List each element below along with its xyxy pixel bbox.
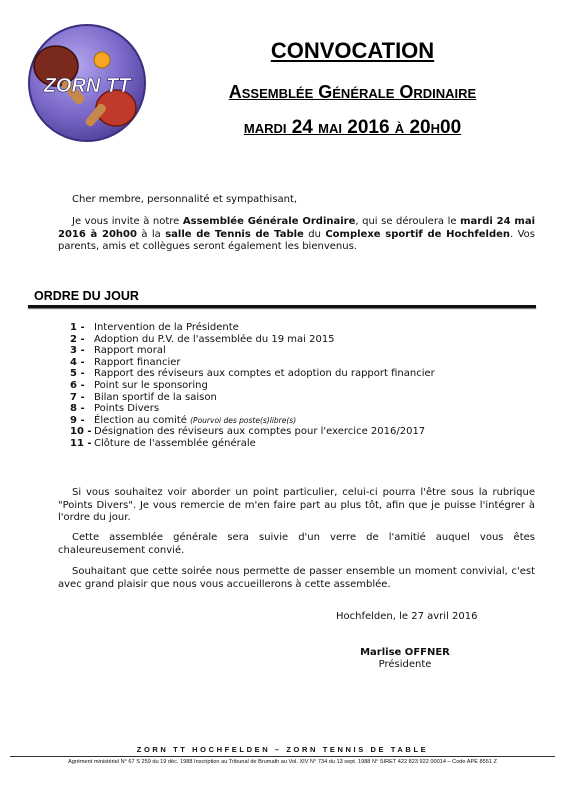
agenda-number: 3 - — [70, 345, 85, 357]
agenda-list — [70, 322, 530, 450]
intro-bold: mardi 24 mai 2016 à 20h00 — [58, 216, 535, 240]
agenda-text: Bilan sportif de la saison — [94, 391, 217, 403]
intro-text: du — [303, 228, 326, 240]
place-date: Hochfelden, le 27 avril 2016 — [336, 611, 478, 622]
footer-registration: Agrément ministériel N° 67 S 259 du 19 déc. 1988 Inscription au Tribunal de Brumath au Vol. XIV N° 734 du 13 sept. 1988 N° SIRET 422 823 922 00014 – Code APE 8551 Z — [68, 759, 497, 765]
agenda-divider — [28, 305, 536, 308]
agenda-text: Rapport financier — [94, 356, 181, 368]
agenda-item — [70, 368, 530, 380]
agenda-item — [70, 380, 530, 392]
closing-paragraph: Cette assemblée générale sera suivie d'un verre de l'amitié auquel vous êtes chaleureusement convié. — [58, 532, 535, 556]
agenda-text: Désignation des réviseurs aux comptes pour l'exercice 2016/2017 — [94, 426, 426, 438]
agenda-item — [70, 357, 530, 369]
agenda-item-label: Élection au comité — [94, 414, 191, 426]
agenda-number: 4 - — [70, 356, 85, 368]
agenda-number: 8 - — [70, 403, 85, 415]
signer-name: Marlise OFFNER — [360, 647, 450, 658]
agenda-item — [70, 426, 530, 438]
agenda-text: Clôture de l'assemblée générale — [94, 437, 256, 449]
agenda-text: Adoption du P.V. de l'assemblée du 19 mai 2015 — [94, 333, 335, 345]
ball-icon — [94, 52, 110, 68]
agenda-number: 11 - — [70, 437, 92, 449]
logo-text: ZORN TT — [43, 75, 131, 97]
intro-text: , qui se déroulera le — [355, 216, 461, 227]
agenda-number: 5 - — [70, 368, 85, 380]
greeting: Cher membre, personnalité et sympathisant, — [72, 194, 298, 205]
intro-text: à la — [136, 228, 166, 240]
agenda-number: 10 - — [70, 426, 92, 438]
agenda-item — [70, 392, 530, 404]
intro-paragraph — [58, 216, 535, 254]
agenda-item — [70, 345, 530, 357]
document-title: CONVOCATION — [270, 38, 435, 63]
agenda-item — [70, 334, 530, 346]
intro-bold: Assemblée Générale Ordinaire — [182, 216, 356, 227]
signer-title: Présidente — [378, 659, 432, 670]
agenda-text: Intervention de la Présidente — [94, 322, 239, 333]
footer-club-name: ZORN TT HOCHFELDEN – ZORN TENNIS DE TABLE — [136, 745, 429, 754]
agenda-item — [70, 322, 530, 334]
agenda-number: 6 - — [70, 379, 85, 391]
agenda-item — [70, 403, 530, 415]
agenda-note: (Pourvoi des poste(s)libre(s) — [190, 415, 297, 425]
agenda-number: 1 - — [70, 322, 85, 333]
closing-paragraph: Souhaitant que cette soirée nous permette de passer ensemble un moment convivial, c'est avec grand plaisir que nous vous accueillerons à cette assemblée. — [58, 566, 535, 590]
club-logo — [26, 22, 148, 144]
closing-paragraph: Si vous souhaitez voir aborder un point particulier, celui-ci pourra l'être sous la rubrique "Points Divers". Je vous remercie de m'en faire part au plus tôt, afin que je puisse l'intégrer à l'ordre du jour. — [58, 487, 535, 524]
agenda-text: Points Divers — [94, 403, 160, 415]
agenda-number: 9 - — [70, 414, 85, 426]
agenda-text: Rapport moral — [94, 345, 166, 357]
agenda-number: 2 - — [70, 333, 85, 345]
intro-bold: salle de Tennis de Table — [165, 228, 304, 240]
intro-text: Je vous invite à notre — [72, 216, 183, 227]
meeting-date: mardi 24 mai 2016 à 20h00 — [243, 117, 462, 138]
agenda-number: 7 - — [70, 391, 85, 403]
document-subtitle: Assemblée Générale Ordinaire — [228, 82, 477, 102]
agenda-item — [70, 415, 530, 427]
agenda-text: Rapport des réviseurs aux comptes et adoption du rapport financier — [94, 368, 435, 380]
agenda-item — [70, 438, 530, 450]
footer-divider — [10, 756, 555, 757]
agenda-text — [94, 415, 530, 427]
agenda-heading: ORDRE DU JOUR — [34, 289, 139, 303]
intro-bold: Complexe sportif de Hochfelden — [325, 228, 511, 240]
intro-text: . Vos parents, amis et collègues seront également les bienvenus. — [58, 228, 536, 253]
agenda-text: Point sur le sponsoring — [94, 379, 208, 391]
